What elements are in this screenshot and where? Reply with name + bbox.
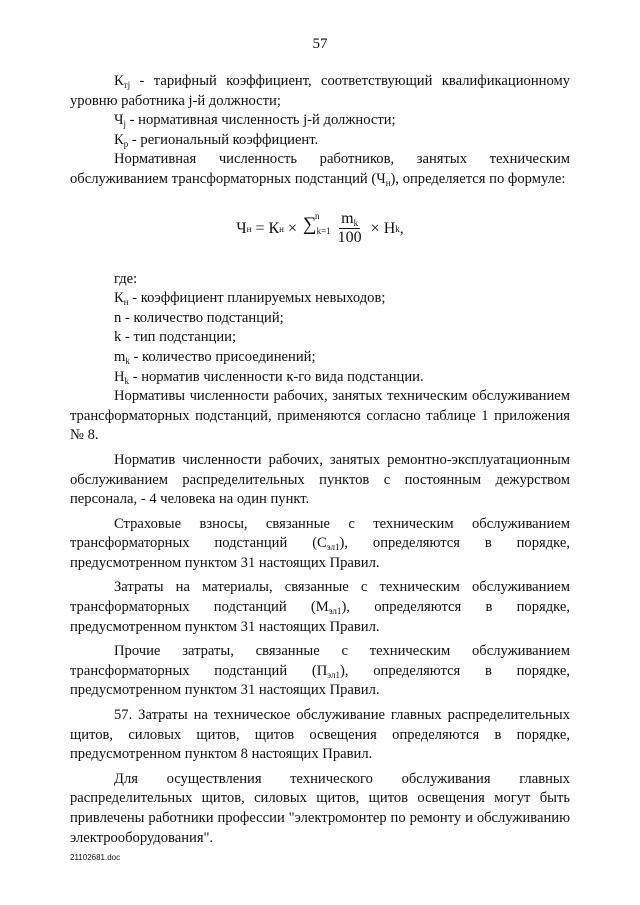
symbol-subscript: н [123,297,129,308]
definition-hk [70,368,570,388]
definition-text: - норматив численности к-го вида подстанции. [129,368,424,385]
where-label: где: [114,270,138,287]
paragraph-text: Прочие затраты, связанные с техническим обслуживанием трансформаторных подстанций (П [70,643,570,679]
paragraph-57: 57. Затраты на техническое обслуживание главных распределительных щитов, силовых щитов, щитов освещения определяются в порядке, предусмотренном пунктом 8 настоящих Правил. [70,707,570,763]
paragraph-materials [70,578,570,637]
definition-mk [70,348,570,368]
symbol: К [114,131,124,148]
symbol: Ч [114,112,124,129]
symbol: К [114,290,124,307]
definition-text: - коэффициент планируемых невыходов; [128,290,386,307]
definition-text: - нормативная численность j-й должности; [126,112,396,129]
formula-times: × [366,219,384,237]
intro-subscript: н [385,177,391,188]
page-body [70,72,570,848]
definition-text: - региональный коэффициент. [128,131,319,148]
symbol-subscript: j [123,119,127,130]
paragraph-text: Затраты на материалы, связанные с техническим обслуживанием трансформаторных подстанций (М [70,579,570,616]
formula-lhs: Ч [236,219,247,237]
formula-equals: = [251,219,269,237]
paragraph-text-end: ), определяются в порядке, предусмотренном пунктом 31 настоящих Правил. [70,599,570,635]
definition-chj [70,111,570,131]
formula: Ч н = К н × ∑ n $_{k=1}$ $\frac{m_k}{100}$ × Н k , [70,196,570,262]
numerator-subscript: k [353,218,359,229]
intro-text-end: ), определяется по формуле: [390,170,566,187]
paragraph-subscript: эл1 [326,542,340,553]
symbol-subscript: k [124,375,130,386]
paragraph-text: Страховые взносы, связанные с техническим обслуживанием трансформаторных подстанций (С [70,515,570,552]
sum-lower-limit: k=1 [316,226,331,237]
intro-paragraph [70,150,570,189]
formula-h: Н [383,219,396,237]
symbol-subscript: k [125,355,130,366]
numerator-symbol: m [341,210,354,228]
symbol: k [114,329,122,346]
symbol-subscript: р [123,138,129,149]
formula-tail: , [399,219,404,237]
formula-k: К [268,219,280,237]
formula-times: × [284,219,302,237]
sum-symbol: ∑ [303,214,317,236]
definition-ktj [70,72,570,111]
symbol: m [114,348,126,365]
definition-text: - количество присоединений; [129,348,316,365]
paragraph-insurance [70,515,570,574]
paragraph-subscript: эл1 [327,669,340,680]
paragraph-norm-repair: Норматив численности рабочих, занятых ремонтно-эксплуатационным обслуживанием распределительных пунктов с постоянным дежурством персонала, - 4 человека на один пункт. [70,451,570,508]
definition-kn [70,289,570,309]
symbol-subscript: тj [123,80,131,90]
formula-sum [303,211,331,242]
symbol: Н [114,368,125,385]
fraction-denominator: 100 [337,229,362,247]
page-number: 57 [312,36,328,52]
definition-text: - тип подстанции; [121,329,237,346]
symbol: К [114,73,124,89]
paragraph-other-costs [70,642,570,701]
definition-n [70,309,570,329]
paragraph-norms: Нормативы численности рабочих, занятых техническим обслуживанием трансформаторных подстанций, применяются согласно таблице 1 приложения № 8. [70,388,570,444]
paragraph-text-end: ), определяются в порядке, предусмотренном пунктом 31 настоящих Правил. [70,535,571,571]
definition-text: - тарифный коэффициент, соответствующий квалификационному уровню работника j-й должности; [70,73,570,109]
formula-fraction [336,210,364,247]
fraction-numerator [339,210,360,229]
paragraph-subscript: эл1 [328,606,342,617]
definition-kr [70,131,570,151]
intro-text: Нормативная численность работников, занятых техническим обслуживанием трансформаторных подстанций (Ч [70,151,570,187]
definition-k [70,328,570,348]
footer-filename: 21102681.doc [70,853,121,862]
sum-upper-limit: n [315,211,320,222]
definition-text: - количество подстанций; [121,309,284,326]
paragraph-workers: Для осуществления технического обслуживания главных распределительных щитов, силовых щитов, щитов освещения могут быть привлечены работники профессии "электромонтер по ремонту и обслуживанию электрооборудования". [70,770,570,846]
paragraph-text-end: ), определяются в порядке, предусмотренном пунктом 31 настоящих Правил. [70,662,571,699]
symbol: n [114,309,122,326]
